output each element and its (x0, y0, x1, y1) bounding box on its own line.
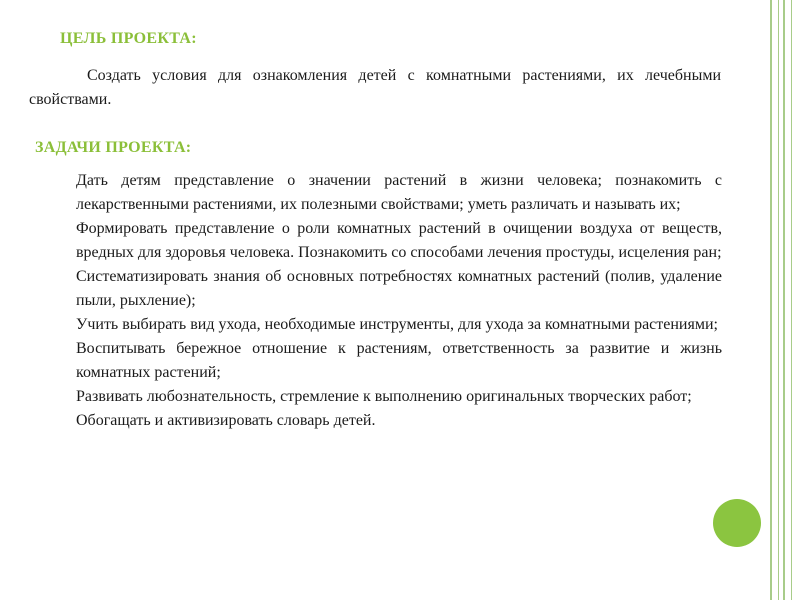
border-line (783, 0, 785, 600)
border-line (778, 0, 779, 600)
goal-text: Создать условия для ознакомления детей с комнатными растениями, их лечебными свойствами. (29, 67, 721, 108)
task-item: Формировать представление о роли комнатных растений в очищении воздуха от веществ, вредных для здоровья человека. Познакомить со способами лечения простуды, исцеления ран; (76, 220, 722, 261)
task-item: Обогащать и активизировать словарь детей. (76, 412, 376, 429)
border-line (791, 0, 792, 600)
decorative-green-circle (713, 499, 761, 547)
tasks-list (76, 169, 722, 433)
decorative-right-border (766, 0, 800, 600)
task-item: Учить выбирать вид ухода, необходимые инструменты, для ухода за комнатными растениями; (76, 316, 718, 333)
goal-heading: ЦЕЛЬ ПРОЕКТА: (60, 30, 197, 47)
tasks-heading: ЗАДАЧИ ПРОЕКТА: (35, 139, 192, 156)
task-item: Систематизировать знания об основных потребностях комнатных растений (полив, удаление пыли, рыхление); (76, 268, 722, 309)
task-item: Развивать любознательность, стремление к выполнению оригинальных творческих работ; (76, 388, 692, 405)
task-item: Воспитывать бережное отношение к растениям, ответственность за развитие и жизнь комнатных растений; (76, 340, 722, 381)
task-item: Дать детям представление о значении растений в жизни человека; познакомить с лекарственными растениями, их полезными свойствами; уметь различать и называть их; (76, 172, 722, 213)
border-line (770, 0, 772, 600)
